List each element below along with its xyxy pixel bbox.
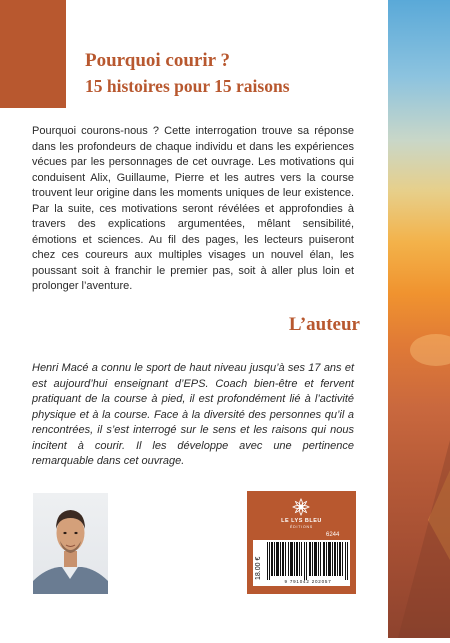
publisher-tagline: ÉDITIONS [290,525,313,529]
author-heading: L’auteur [288,314,360,335]
book-summary: Pourquoi courons-nous ? Cette interrogation trouve sa réponse dans les profondeurs de chaque individu et dans les expériences vécues par les personnages de cet ouvrage. Les motivations qui conduisent Alix, Guillaume, Pierre et les autres vers la course trouvent leur origine dans les moments uniques de leur existence. Par la suite, ces motivations seront révélées et approfondies à travers des explications argumentées, mêlant sensibilité, émotions et sciences. Au fil des pages, les lecteurs puiseront chez ces coureurs aux multiples visages un nouvel élan, les poussant soit à franchir le premier pas, soit à aller plus loin et prolonger l’aventure. [32,125,354,292]
author-bio: Henri Macé a connu le sport de haut niveau jusqu’à ses 17 ans et est aujourd’hui enseignant d’EPS. Coach bien-être et fervent pratiquant de la course à pied, il est profondément lié à l’activité physique et à la course. Face à la diversité des personnes qu’il a rencontrées, il s’est interrogé sur le sens et les raisons qui nous incitent à courir. Il les développe avec une pertinence remarquable dans cet ouvrage. [32,362,354,467]
road-illustration [388,0,450,638]
lily-flower-icon [291,497,311,517]
price-label: 18.00 € [255,556,262,580]
barcode-panel [253,540,350,586]
product-code: 6244 [326,532,340,538]
publisher-box [247,491,356,594]
book-subtitle: 15 histoires pour 15 raisons [85,76,290,96]
accent-bar [0,0,66,108]
barcode [267,542,349,580]
sunset-photo-strip [388,0,450,638]
book-title: Pourquoi courir ? [85,50,230,71]
isbn-number: 9 791042 202057 [284,579,332,584]
author-portrait [33,493,108,594]
author-photo [33,493,108,594]
publisher-name: LE LYS BLEU [281,518,322,524]
